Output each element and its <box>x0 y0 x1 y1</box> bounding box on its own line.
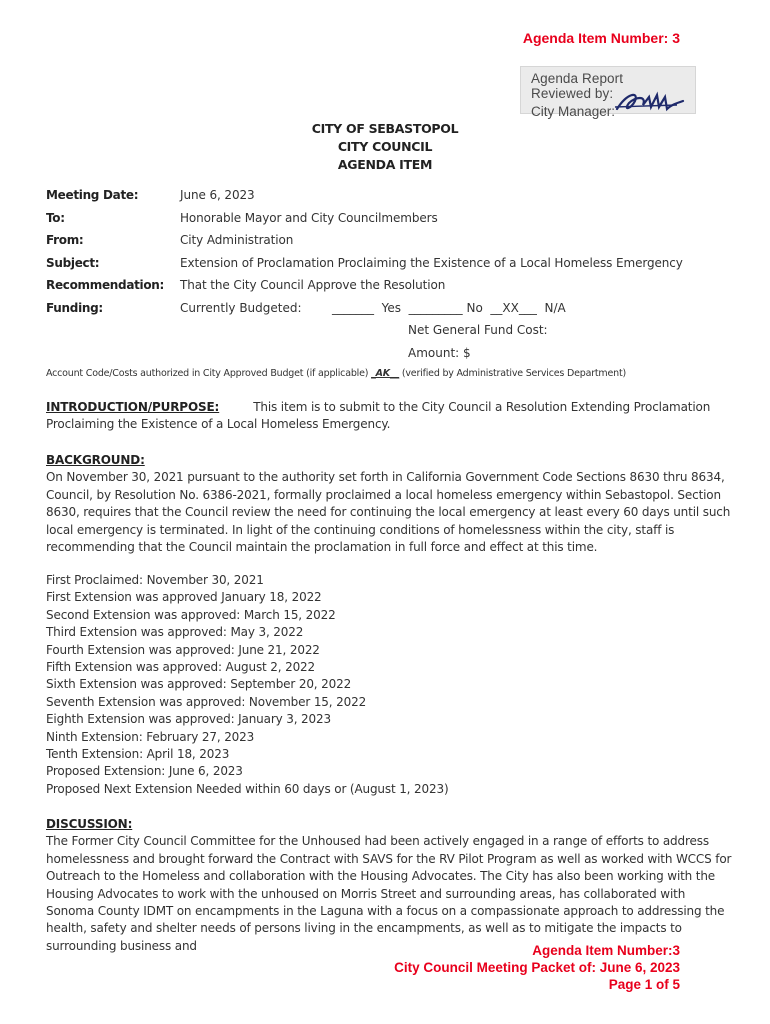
list-item: Sixth Extension was approved: September 20, 2022 <box>46 677 352 692</box>
list-item: Eighth Extension was approved: January 3, 2023 <box>46 712 331 727</box>
list-item: Seventh Extension was approved: November 15, 2022 <box>46 694 367 709</box>
stamp-city-manager: City Manager: <box>531 104 616 119</box>
field-recommendation <box>46 278 746 301</box>
background-text: On November 30, 2021 pursuant to the authority set forth in California Government Code Sections 8630 thru 8634, Council, by Resolution No. 6386-2021, formally proclaimed a local homeless emergency within Sebastopol. Section 8630, requires that the Council review the need for continuing the local emergency at least every 60 days until such local emergency is terminated. In light of the continuing conditions of homelessness within the city, staff is recommending that the Council maintain the proclamation in full force and effect at this time. <box>46 470 731 555</box>
footer-meeting-packet: City Council Meeting Packet of: June 6, 2023 <box>394 960 680 975</box>
net-general-fund-cost: Net General Fund Cost: <box>408 323 548 337</box>
review-stamp <box>520 66 696 119</box>
list-item: First Extension was approved January 18, 2022 <box>46 590 322 605</box>
account-code-line <box>46 368 626 379</box>
introduction-section <box>46 399 736 434</box>
introduction-text: This item is to submit to the City Council a Resolution Extending Proclamation Proclaiming the Existence of a Local Homeless Emergency. <box>46 400 711 432</box>
introduction-heading: INTRODUCTION/PURPOSE: <box>46 400 220 414</box>
document-heading <box>0 120 770 174</box>
meeting-date-value: June 6, 2023 <box>180 188 255 202</box>
field-net-general-fund <box>46 323 746 346</box>
account-suffix: (verified by Administrative Services Department) <box>399 368 626 379</box>
heading-agenda-item: AGENDA ITEM <box>337 157 433 172</box>
page-footer <box>394 942 680 993</box>
field-amount <box>46 346 746 369</box>
list-item: Proposed Extension: June 6, 2023 <box>46 764 243 779</box>
amount-value: Amount: $ <box>408 345 471 360</box>
list-item: Fifth Extension was approved: August 2, 2022 <box>46 660 316 675</box>
discussion-text: The Former City Council Committee for the Unhoused had been actively engaged in a range of efforts to address homelessness and brought forward the Contract with SAVS for the RV Pilot Program as well as worked with WCCS for Outreach to the Homeless and collaboration with the Housing Advocates. The City has also been working with the Housing Advocates to work with the unhoused on Morris Street and surrounding areas, has collaborated with Sonoma County IDMT on encampments in the Laguna with a focus on a compassionate approach to addressing the health, safety and shelter needs of persons living in the encampments, as well as to mitigate the impacts to surrounding business and <box>46 834 732 953</box>
list-item: First Proclaimed: November 30, 2021 <box>46 573 264 587</box>
heading-council: CITY COUNCIL <box>337 139 433 154</box>
field-from <box>46 233 746 256</box>
subject-label: Subject: <box>46 255 100 270</box>
field-to <box>46 211 746 234</box>
from-value: City Administration <box>180 233 294 247</box>
background-heading: BACKGROUND: <box>46 453 145 467</box>
meeting-date-label: Meeting Date: <box>46 188 139 202</box>
list-item: Tenth Extension: April 18, 2023 <box>46 747 230 762</box>
account-initials: _AK__ <box>371 368 400 379</box>
field-funding <box>46 301 746 324</box>
funding-label: Funding: <box>46 300 103 315</box>
field-subject <box>46 256 746 279</box>
agenda-item-number-header: Agenda Item Number: 3 <box>522 30 680 46</box>
signature-icon <box>613 87 685 115</box>
recommendation-value: That the City Council Approve the Resolution <box>180 278 446 292</box>
account-prefix: Account Code/Costs authorized in City Approved Budget (if applicable) <box>46 368 372 379</box>
to-label: To: <box>46 210 65 225</box>
recommendation-label: Recommendation: <box>46 278 165 292</box>
discussion-section <box>46 816 736 955</box>
subject-value: Extension of Proclamation Proclaiming the Existence of a Local Homeless Emergency <box>180 255 683 270</box>
list-item: Fourth Extension was approved: June 21, 2022 <box>46 642 320 657</box>
list-item: Proposed Next Extension Needed within 60 days or (August 1, 2023) <box>46 781 449 796</box>
funding-value: Currently Budgeted: _______ Yes _________ No __XX___ N/A <box>180 300 566 315</box>
heading-city: CITY OF SEBASTOPOL <box>311 121 459 136</box>
footer-page-number: Page 1 of 5 <box>608 977 680 992</box>
stamp-reviewed-by: Agenda Report Reviewed by: <box>531 71 624 101</box>
footer-agenda-item: Agenda Item Number:3 <box>532 943 680 958</box>
list-item: Ninth Extension: February 27, 2023 <box>46 729 255 744</box>
agenda-fields <box>46 188 746 368</box>
discussion-heading: DISCUSSION: <box>46 817 133 831</box>
background-section <box>46 452 736 556</box>
extension-list <box>46 572 448 798</box>
list-item: Third Extension was approved: May 3, 2022 <box>46 625 304 640</box>
to-value: Honorable Mayor and City Councilmembers <box>180 210 438 225</box>
field-meeting-date <box>46 188 746 211</box>
list-item: Second Extension was approved: March 15, 2022 <box>46 607 336 622</box>
from-label: From: <box>46 233 84 247</box>
